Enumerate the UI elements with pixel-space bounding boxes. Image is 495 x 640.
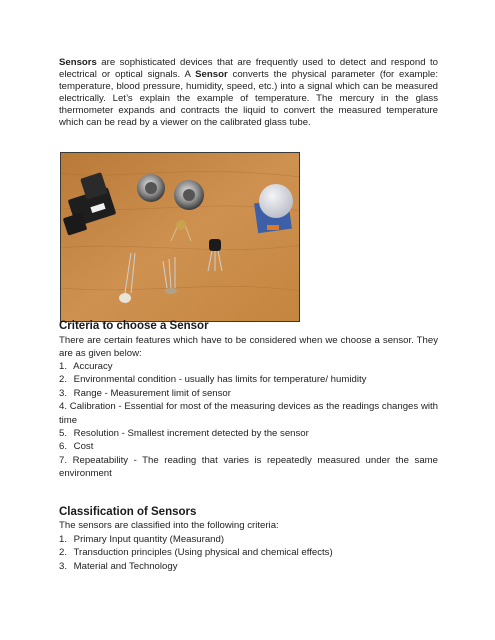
- criteria-item: 7. Repeatability - The reading that varies is repeatedly measured under the same environment: [59, 454, 438, 480]
- intro-text-1: are sophisticated devices that are frequently used to detect and respond to electrical or optical signals. A: [59, 57, 438, 80]
- criteria-item: 4. Calibration - Essential for most of the measuring devices as the readings changes with time: [59, 401, 438, 426]
- term-sensors: Sensors: [59, 57, 97, 68]
- sensors-photo: [60, 152, 300, 322]
- classification-heading: Classification of Sensors: [59, 506, 197, 518]
- intro-text-2: converts the physical parameter (for example: temperature, blood pressure, humidity, speed, etc.) into a signal which can be measured electrically. Let’s explain the example of temperature. The mercury in the glass thermometer expands and contracts the liquid to convert the measured temperature which can be read by a viewer on the calibrated glass tube.: [59, 69, 438, 128]
- criteria-item: 6. Cost: [59, 441, 94, 453]
- criteria-item: 3. Range - Measurement limit of sensor: [59, 387, 231, 399]
- classification-item: 3. Material and Technology: [59, 560, 178, 572]
- classification-item: 1. Primary Input quantity (Measurand): [59, 534, 225, 545]
- classification-item: 2. Transduction principles (Using physical and chemical effects): [59, 547, 333, 559]
- intro-paragraph: [59, 57, 438, 129]
- criteria-heading: Criteria to choose a Sensor: [59, 320, 209, 332]
- term-sensor: Sensor: [195, 69, 228, 80]
- criteria-list: [59, 360, 438, 481]
- criteria-item: 2. Environmental condition - usually has limits for temperature/ humidity: [59, 374, 367, 386]
- classification-list: [59, 533, 438, 573]
- criteria-intro: There are certain features which have to be considered when we choose a sensor. They are as given below:: [59, 335, 438, 360]
- classification-intro: The sensors are classified into the following criteria:: [59, 520, 279, 531]
- criteria-item: 5. Resolution - Smallest increment detected by the sensor: [59, 428, 309, 440]
- criteria-item: 1. Accuracy: [59, 361, 113, 372]
- sensors-photo-image: [61, 153, 300, 322]
